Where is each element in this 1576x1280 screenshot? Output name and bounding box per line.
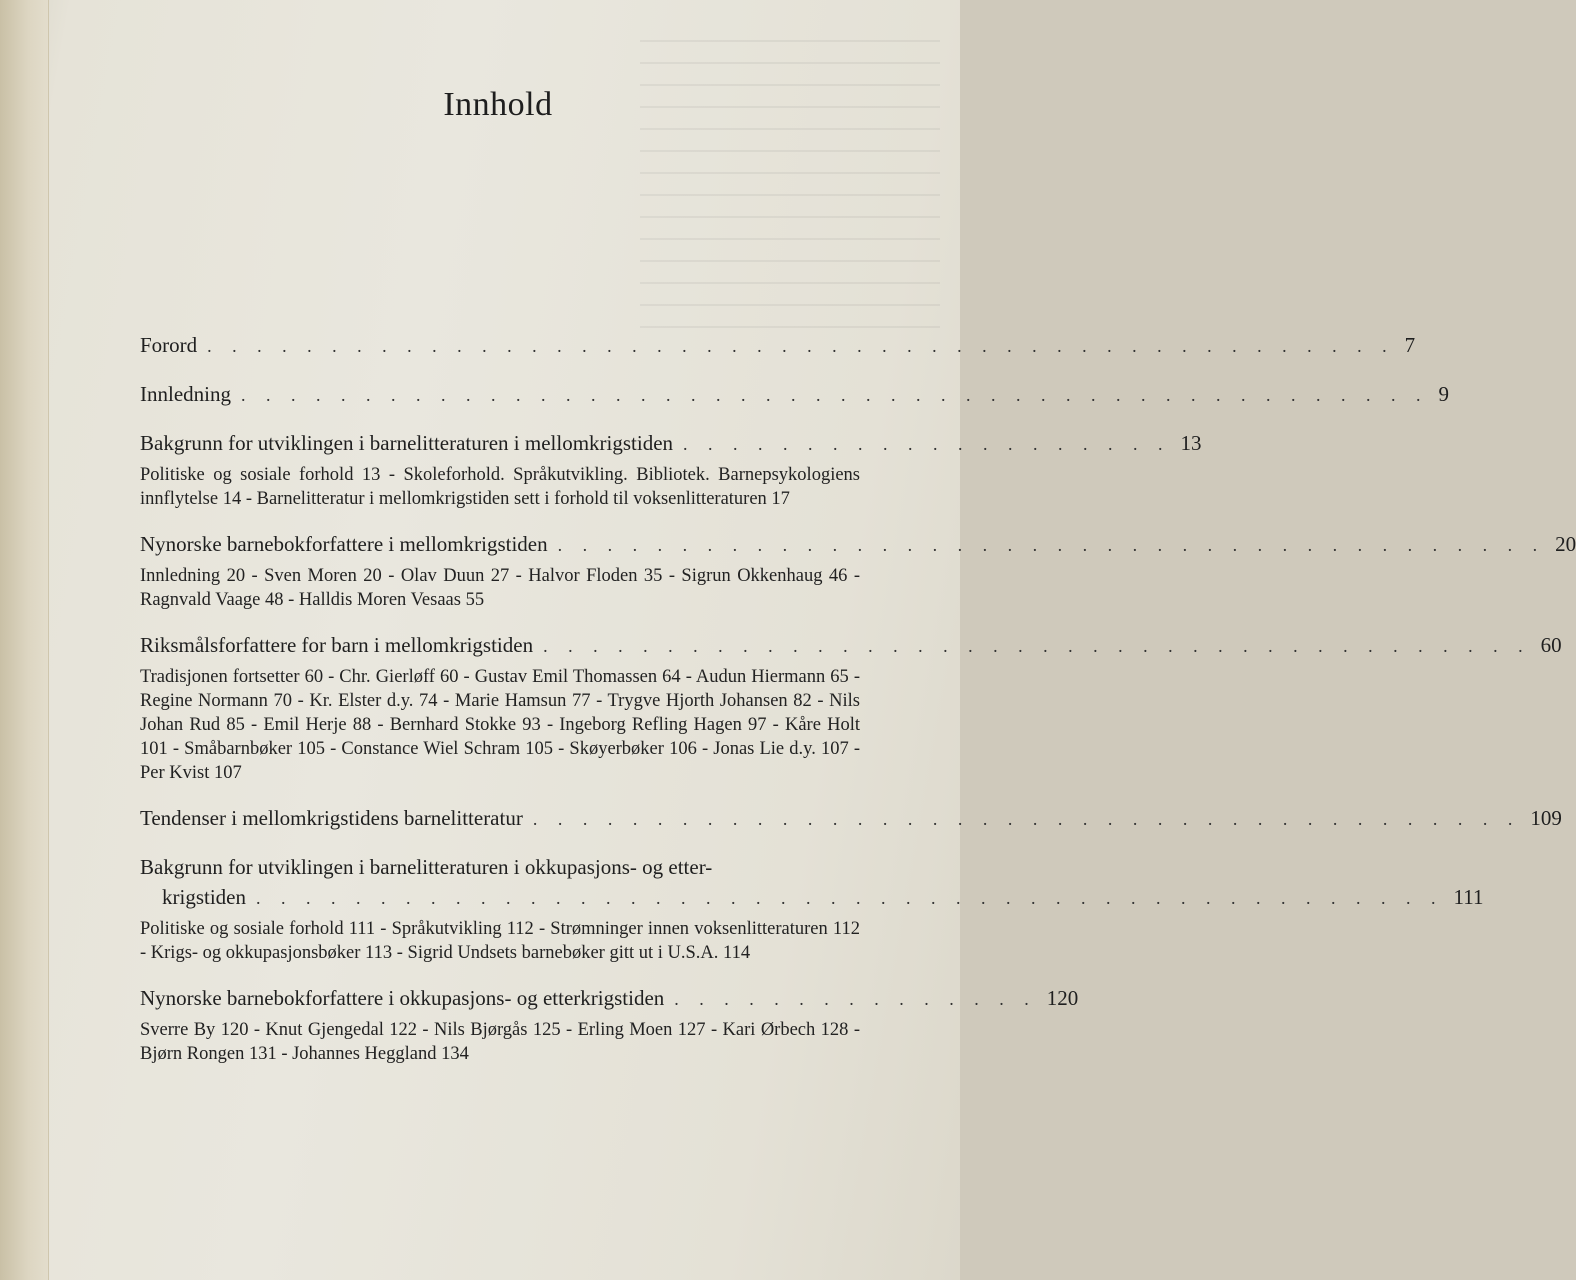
toc-heading: Nynorske barnebokforfattere i mellomkrigstiden <box>140 532 548 556</box>
toc-entry-bakgrunn-mellomkrig <box>140 428 1202 511</box>
toc-heading: Innledning <box>140 382 231 406</box>
toc-page-number: 60 <box>1540 633 1562 657</box>
toc-heading: Bakgrunn for utviklingen i barnelitteraturen i okkupasjons- og etter- <box>140 855 713 879</box>
toc-heading: Tendenser i mellomkrigstidens barnelitteratur <box>140 806 523 830</box>
toc-description: Politiske og sosiale forhold 111 - Språkutvikling 112 - Strømninger innen voksenlitteraturen 112 - Krigs- og okkupasjonsbøker 113 - Sigrid Undsets barnebøker gitt ut i U.S.A. 114 <box>140 919 860 963</box>
toc-description: Politiske og sosiale forhold 13 - Skoleforhold. Språkutvikling. Bibliotek. Barnepsykologiens innflytelse 14 - Barnelitteratur i mellomkrigstiden sett i forhold til voksenlitteraturen 17 <box>140 465 860 509</box>
toc-page-number: 120 <box>1046 986 1079 1010</box>
toc-description: Sverre By 120 - Knut Gjengedal 122 - Nils Bjørgås 125 - Erling Moen 127 - Kari Ørbech 128 - Bjørn Rongen 131 - Johannes Heggland 134 <box>140 1020 860 1064</box>
toc-entry-nynorske-mellomkrig <box>140 529 1576 612</box>
toc-page-number: 13 <box>1180 431 1202 455</box>
leader-dots: . . . . . . . . . . . . . . . . . . . . . . . . . . . . . . . . . . . . . . . . <box>557 535 1546 555</box>
toc-description: Tradisjonen fortsetter 60 - Chr. Gierløff 60 - Gustav Emil Thomassen 64 - Audun Hiermann 65 - Regine Normann 70 - Kr. Elster d.y. 74 - Marie Hamsun 77 - Trygve Hjorth Johansen 82 - Nils Johan Rud 85 - Emil Herje 88 - Bernhard Stokke 93 - Ingeborg Refling Hagen 97 - Kåre Holt 101 - Småbarnbøker 105 - Constance Wiel Schram 105 - Skøyerbøker 106 - Jonas Lie d.y. 107 - Per Kvist 107 <box>140 667 860 783</box>
toc-entry-innledning <box>140 379 1449 410</box>
toc-heading: Nynorske barnebokforfattere i okkupasjons- og etterkrigstiden <box>140 986 665 1010</box>
toc-page-number: 20 <box>1555 532 1576 556</box>
toc-heading: Riksmålsforfattere for barn i mellomkrigstiden <box>140 633 534 657</box>
toc-entry-tendenser <box>140 803 1562 834</box>
leader-dots: . . . . . . . . . . . . . . . <box>674 989 1037 1009</box>
toc-page-number: 9 <box>1438 382 1449 406</box>
toc-heading: Bakgrunn for utviklingen i barnelitteraturen i mellomkrigstiden <box>140 431 674 455</box>
page-title: Innhold <box>443 86 553 123</box>
toc-entry-bakgrunn-okkupasjon <box>140 852 1484 965</box>
book-gutter <box>0 0 49 1280</box>
toc-entry-riksmal-mellomkrig <box>140 630 1562 785</box>
toc-entry-forord <box>140 330 1416 361</box>
toc-heading: Forord <box>140 333 198 357</box>
show-through-text <box>640 40 940 340</box>
toc-page-number: 7 <box>1404 333 1416 357</box>
toc-page-number: 109 <box>1530 806 1562 830</box>
leader-dots: . . . . . . . . . . . . . . . . . . . . . . . . . . . . . . . . . . . . . . . . <box>543 636 1531 656</box>
leader-dots: . . . . . . . . . . . . . . . . . . . . . . . . . . . . . . . . . . . . . . . . . . . . . . . . <box>240 385 1429 405</box>
leader-dots: . . . . . . . . . . . . . . . . . . . . . . . . . . . . . . . . . . . . . . . . . . . . . . . . <box>256 888 1444 908</box>
toc-heading-continued: krigstiden <box>162 885 246 909</box>
leader-dots: . . . . . . . . . . . . . . . . . . . . <box>683 434 1171 454</box>
leader-dots: . . . . . . . . . . . . . . . . . . . . . . . . . . . . . . . . . . . . . . . . . . . . . . . . <box>207 336 1395 356</box>
table-of-contents <box>140 330 1576 1084</box>
toc-description: Innledning 20 - Sven Moren 20 - Olav Duun 27 - Halvor Floden 35 - Sigrun Okkenhaug 46 - Ragnvald Vaage 48 - Halldis Moren Vesaas 55 <box>140 566 860 610</box>
toc-page-number: 111 <box>1453 885 1484 909</box>
leader-dots: . . . . . . . . . . . . . . . . . . . . . . . . . . . . . . . . . . . . . . . . <box>532 809 1521 829</box>
toc-entry-nynorske-okkupasjon <box>140 983 1079 1066</box>
